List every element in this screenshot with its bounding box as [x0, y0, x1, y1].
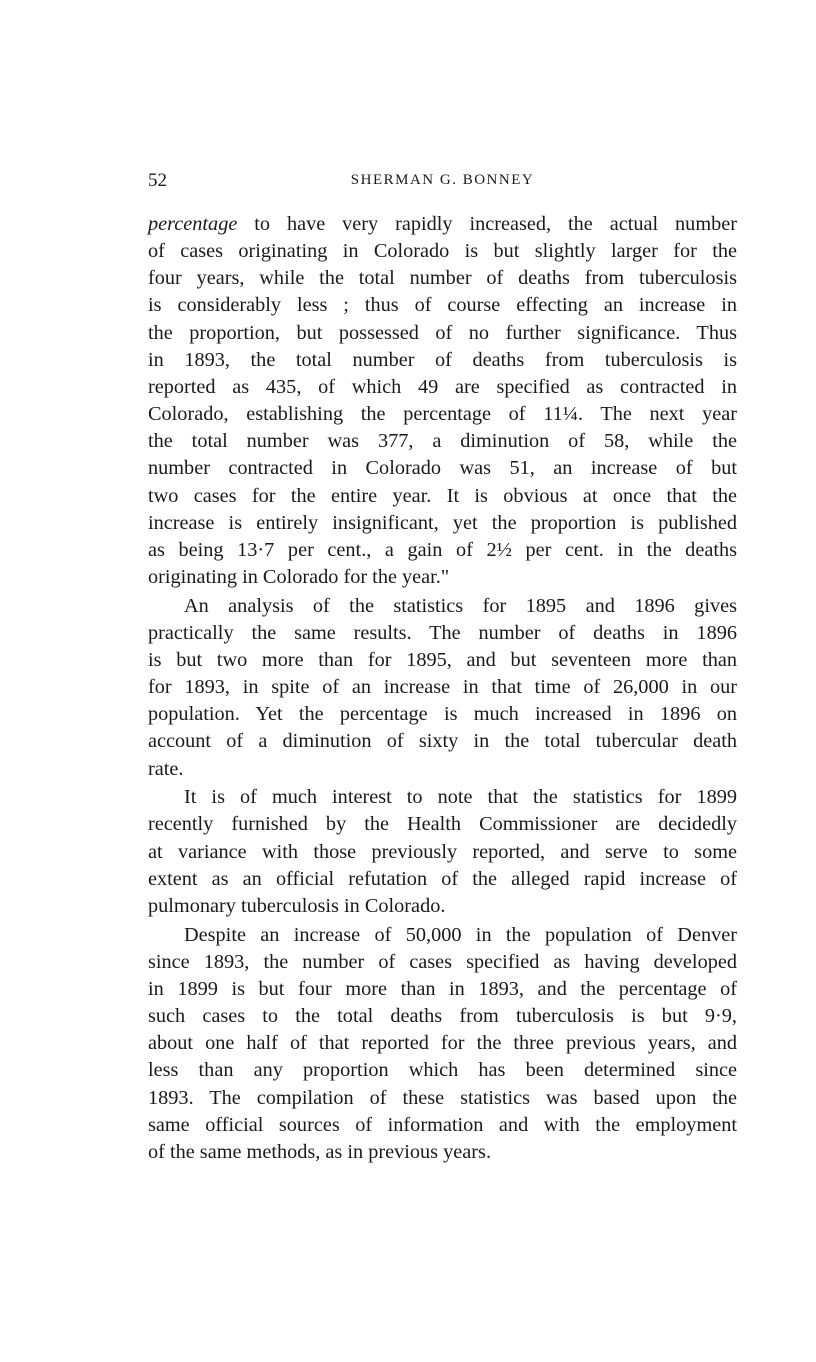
text-line: An analysis of the statistics for 1895 and 1896 gives: [184, 594, 737, 617]
body-text: [148, 211, 737, 1166]
text-line: is considerably less ; thus of course effecting an increase in: [148, 294, 737, 317]
text-line: of the same methods, as in previous years.: [148, 1140, 492, 1163]
text-line: pulmonary tuberculosis in Colorado.: [148, 894, 446, 917]
text-line: increase is entirely insignificant, yet the proportion is published: [148, 511, 737, 534]
text-line: four years, while the total number of deaths from tuberculosis: [148, 267, 737, 290]
paragraph: [148, 211, 737, 591]
text-line: 1893. The compilation of these statistics was based upon the: [148, 1086, 737, 1109]
text-line: as being 13·7 per cent., a gain of 2½ per cent. in the deaths: [148, 538, 737, 561]
text-line: for 1893, in spite of an increase in that time of 26,000 in our: [148, 676, 737, 699]
text-line: account of a diminution of sixty in the total tubercular death: [148, 730, 737, 753]
text-line: in 1899 is but four more than in 1893, and the percentage of: [148, 977, 737, 1000]
text-line: It is of much interest to note that the statistics for 1899: [184, 786, 737, 809]
page-number: 52: [148, 170, 167, 191]
text-line: recently furnished by the Health Commissioner are decidedly: [148, 813, 737, 836]
text-line: Colorado, establishing the percentage of 11¼. The next year: [148, 403, 737, 426]
text-line: of cases originating in Colorado is but slightly larger for the: [148, 240, 737, 263]
text-line: the total number was 377, a diminution of 58, while the: [148, 430, 737, 453]
text-line: population. Yet the percentage is much increased in 1896 on: [148, 703, 737, 726]
text-line: number contracted in Colorado was 51, an increase of but: [148, 457, 737, 480]
text-line: since 1893, the number of cases specified as having developed: [148, 950, 737, 973]
text-line: at variance with those previously reported, and serve to some: [148, 840, 737, 863]
text-line: practically the same results. The number of deaths in 1896: [148, 621, 737, 644]
text-line: extent as an official refutation of the alleged rapid increase of: [148, 867, 737, 890]
text-line: reported as 435, of which 49 are specified as contracted in: [148, 375, 737, 398]
text-line: is but two more than for 1895, and but seventeen more than: [148, 649, 737, 671]
page-header: [148, 170, 737, 196]
text-line: such cases to the total deaths from tuberculosis is but 9·9,: [148, 1005, 737, 1028]
text-line: the proportion, but possessed of no further significance. Thus: [148, 321, 737, 344]
text-line: Despite an increase of 50,000 in the population of Denver: [184, 923, 737, 946]
text-line: [148, 211, 737, 238]
paragraph: [148, 784, 737, 920]
text-line-rest: to have very rapidly increased, the actual number: [237, 213, 737, 235]
text-line: originating in Colorado for the year.": [148, 566, 450, 589]
paragraph: [148, 593, 737, 783]
text-line: two cases for the entire year. It is obvious at once that the: [148, 484, 737, 507]
text-line: about one half of that reported for the three previous years, and: [148, 1032, 737, 1055]
running-title: SHERMAN G. BONNEY: [350, 172, 535, 188]
paragraph: [148, 922, 737, 1166]
text-line: in 1893, the total number of deaths from tuberculosis is: [148, 348, 737, 371]
text-line: less than any proportion which has been determined since: [148, 1059, 737, 1082]
italic-word: percentage: [148, 213, 238, 235]
text-line: same official sources of information and with the employment: [148, 1113, 737, 1136]
text-line: rate.: [148, 757, 184, 780]
